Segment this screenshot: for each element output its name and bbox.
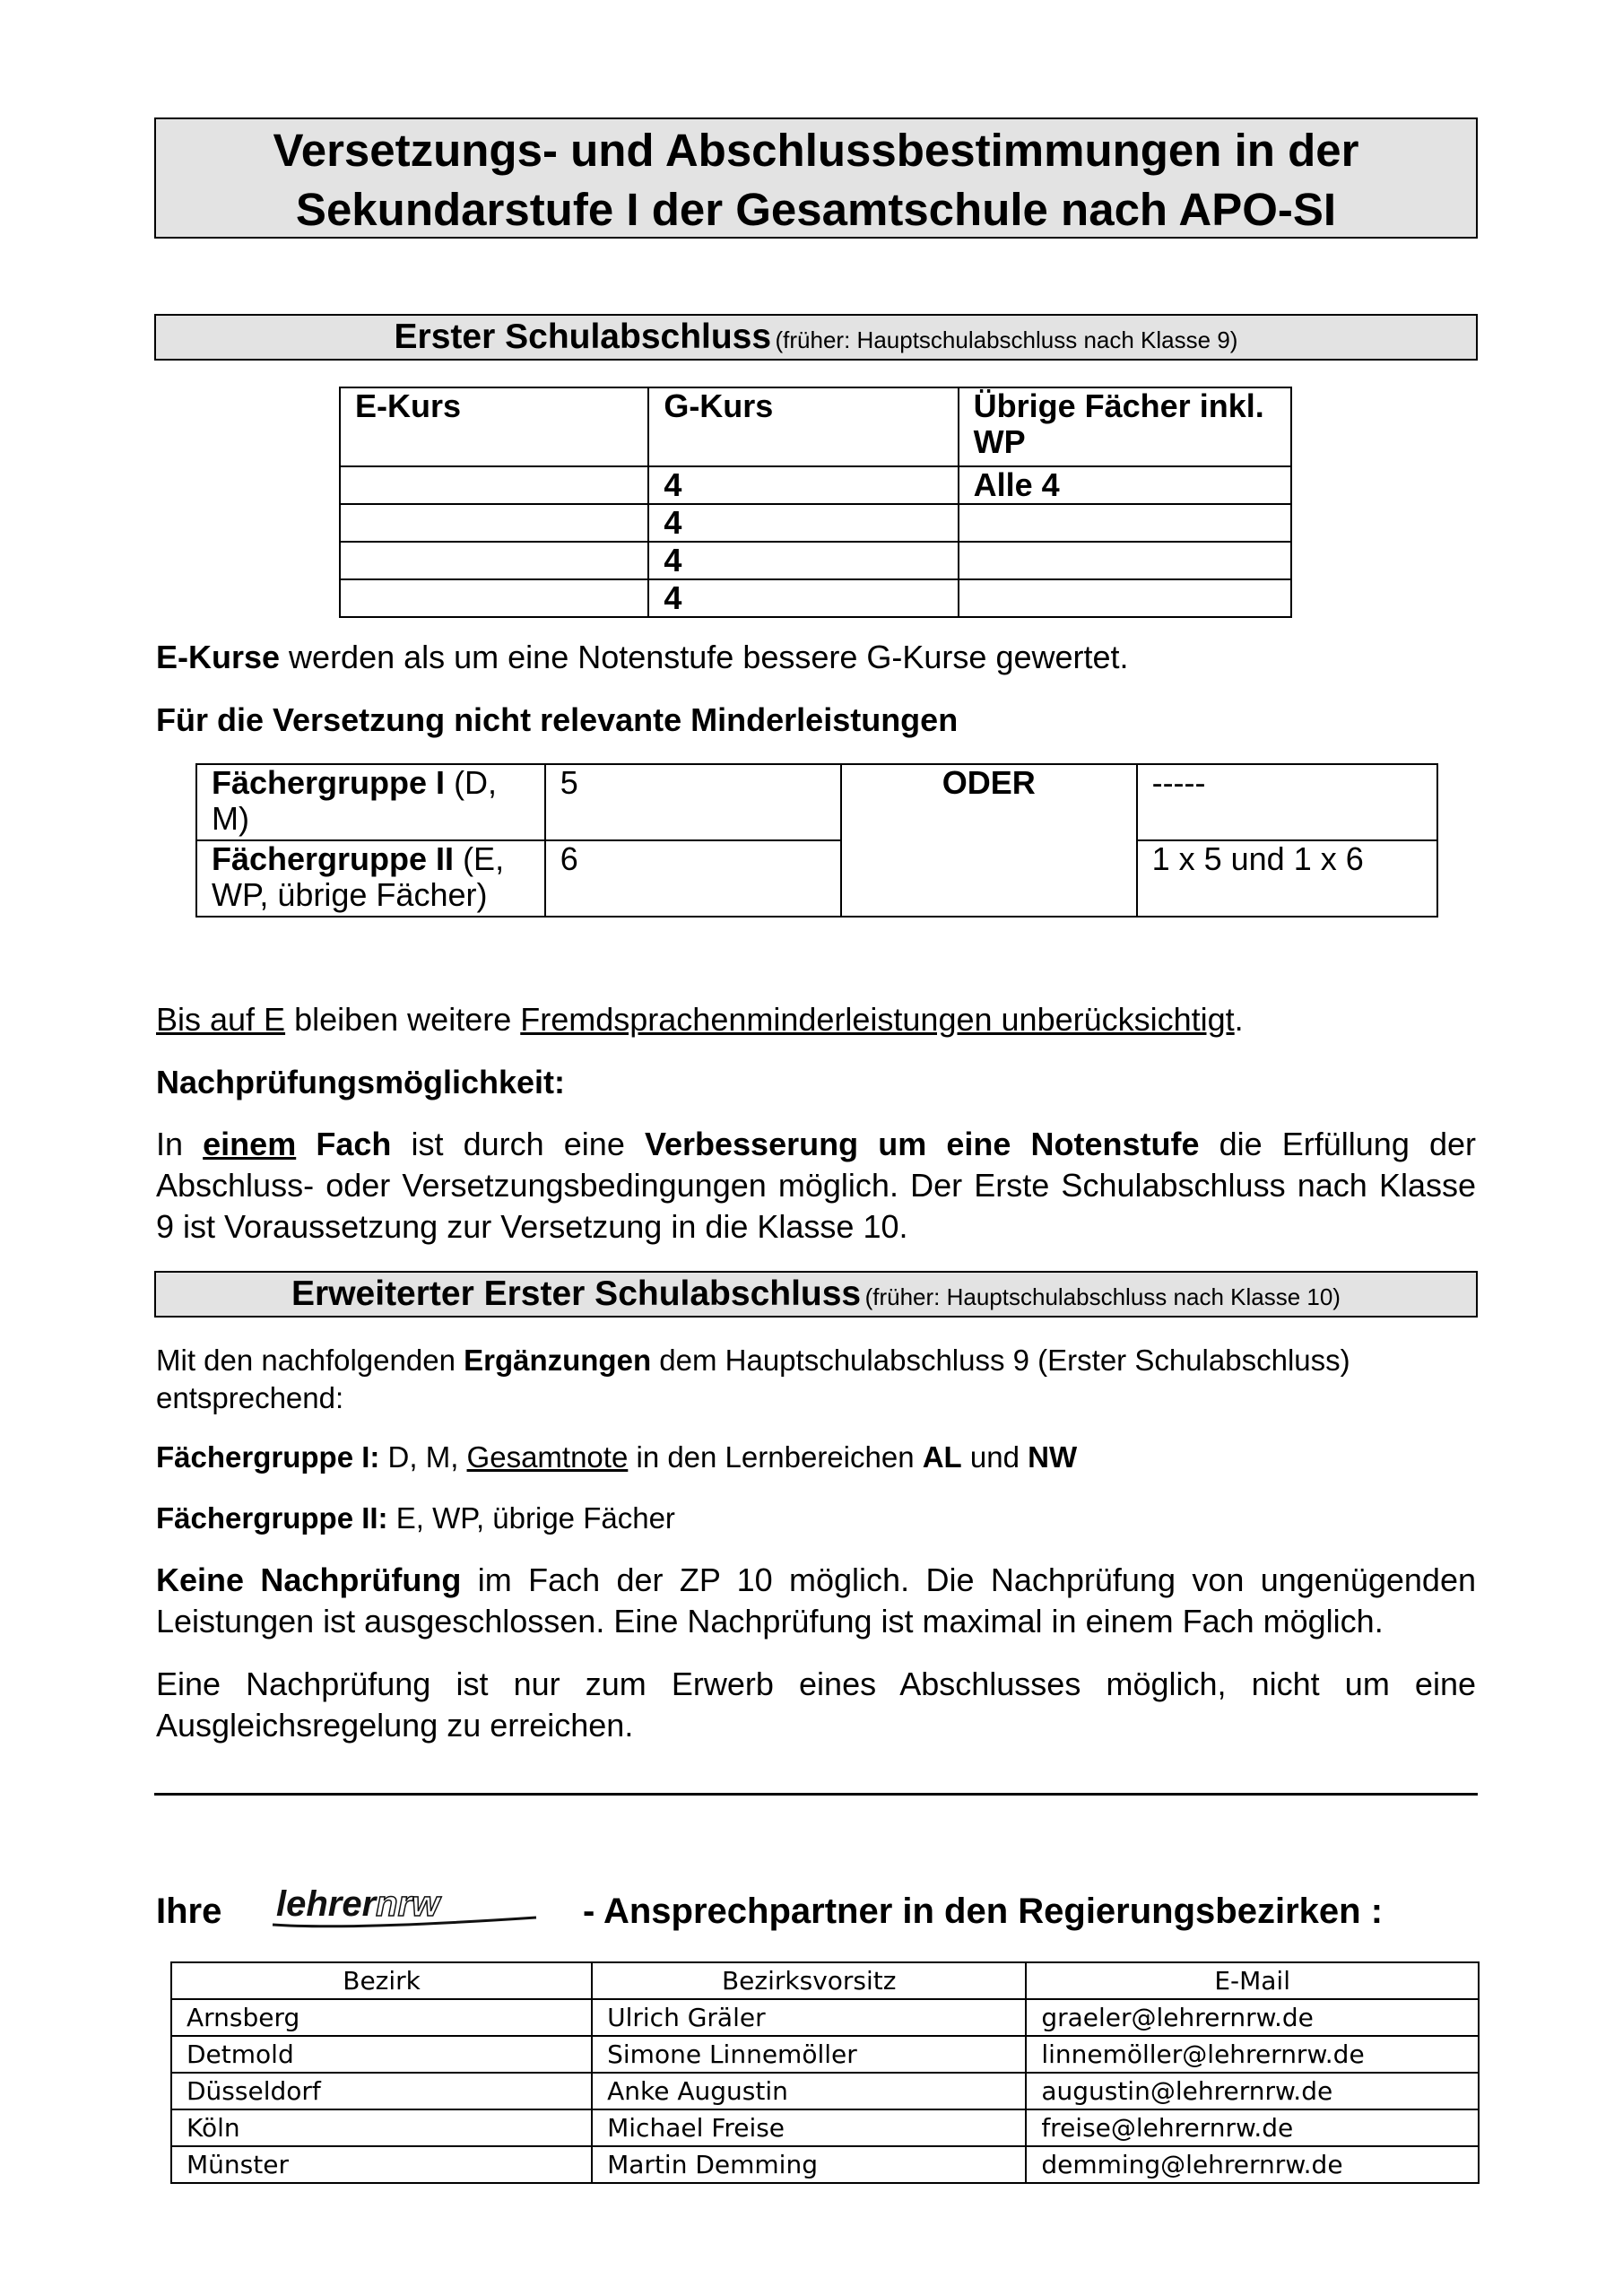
email-link[interactable]: demming@lehrernrw.de (1026, 2146, 1479, 2183)
text-run: Fach (296, 1126, 392, 1162)
table-row (196, 840, 1437, 917)
section-title: Erweiterter Erster Schulabschluss (291, 1274, 862, 1313)
section-heading-erweiterter-abschluss (154, 1271, 1478, 1318)
ekurse-text: werden als um eine Notenstufe bessere G-Kurse gewertet. (280, 639, 1129, 675)
footer-suffix: - Ansprechpartner in den Regierungsbezirken : (583, 1892, 1384, 1931)
lehrernrw-logo (267, 1883, 549, 1935)
table-cell (340, 504, 648, 542)
text-run: einem (203, 1126, 297, 1162)
nachpruefung-heading: Nachprüfungsmöglichkeit: (156, 1064, 566, 1100)
text-run: Gesamtnote (466, 1440, 629, 1474)
faechergruppe-2-subjects: (E, WP, übrige Fächer) (212, 840, 505, 913)
vorsitz-cell: Ulrich Gräler (592, 1999, 1026, 2036)
eine-nachpruefung-paragraph: Eine Nachprüfung ist nur zum Erwerb eines Abschlusses möglich, nicht um eine Ausgleichsregelung zu erreichen. (156, 1665, 1476, 1744)
text-run: Fächergruppe II: (156, 1501, 388, 1535)
text-run: im Fach der ZP 10 möglich. Die Nachprüfung von ungenügenden Leistungen ist ausgeschlossen. Eine Nachprüfung ist maximal in einem Fach möglich. (156, 1561, 1476, 1639)
table-row (171, 2073, 1479, 2109)
table-row (340, 579, 1291, 617)
text-run: die Erfüllung der Abschluss- oder Versetzungsbedingungen möglich. Der Erste Schulabschluss nach Klasse 9 ist Voraussetzung zur Versetzung in die Klasse 10. (156, 1126, 1477, 1245)
email-link[interactable]: freise@lehrernrw.de (1026, 2109, 1479, 2146)
faechergruppe-1-subjects: (D, M) (212, 764, 498, 837)
title-line-1: Versetzungs- und Abschlussbestimmungen in der (273, 125, 1359, 176)
table-cell (959, 579, 1291, 617)
text-run: Keine Nachprüfung (156, 1561, 462, 1598)
table-cell: 4 (648, 504, 958, 542)
faechergruppe-1-line (156, 1439, 1476, 1476)
faechergruppe-1-label: Fächergruppe I (212, 764, 446, 801)
text-run: dem Hauptschulabschluss 9 (Erster Schulabschluss) entsprechend: (156, 1344, 1350, 1414)
bezirk-cell: Detmold (171, 2036, 592, 2073)
faechergruppe-2-value: 6 (545, 840, 841, 917)
header-uebrige-faecher: Übrige Fächer inkl. WP (959, 387, 1291, 466)
alternative-2-value: 1 x 5 und 1 x 6 (1137, 840, 1437, 917)
faechergruppe-1-value: 5 (545, 764, 841, 840)
faechergruppe-2-cell (196, 840, 545, 917)
section-heading-erster-schulabschluss (154, 314, 1478, 361)
table-cell: 4 (648, 542, 958, 579)
bezirk-cell: Arnsberg (171, 1999, 592, 2036)
fremdsprachen-paragraph (156, 999, 1476, 1040)
course-requirements-table (339, 387, 1292, 618)
table-cell (340, 466, 648, 504)
text-run: ist durch eine (391, 1126, 645, 1162)
ekurse-paragraph (156, 637, 1476, 678)
fremd-part-1: Bis auf E (156, 1001, 286, 1038)
vorsitz-cell: Simone Linnemöller (592, 2036, 1026, 2073)
table-cell (340, 542, 648, 579)
table-cell (959, 504, 1291, 542)
table-cell: 4 (648, 466, 958, 504)
document-title (154, 117, 1478, 239)
email-link[interactable]: graeler@lehrernrw.de (1026, 1999, 1479, 2036)
text-run: In (156, 1126, 204, 1162)
table-cell (959, 542, 1291, 579)
table-row (171, 2146, 1479, 2183)
text-run: Mit den nachfolgenden (156, 1344, 464, 1377)
email-link[interactable]: linnemöller@lehrernrw.de (1026, 2036, 1479, 2073)
header-e-kurs: E-Kurs (340, 387, 648, 466)
text-run: NW (1028, 1440, 1078, 1474)
bezirk-cell: Düsseldorf (171, 2073, 592, 2109)
table-row (340, 542, 1291, 579)
logo-text: lehrernrw (276, 1884, 440, 1924)
bezirk-cell: Münster (171, 2146, 592, 2183)
email-link[interactable]: augustin@lehrernrw.de (1026, 2073, 1479, 2109)
text-run: in den Lernbereichen (628, 1440, 923, 1474)
bezirk-cell: Köln (171, 2109, 592, 2146)
oder-cell: ODER (841, 764, 1137, 917)
text-run: Fächergruppe I: (156, 1440, 380, 1474)
table-cell (340, 579, 648, 617)
vorsitz-cell: Martin Demming (592, 2146, 1026, 2183)
keine-nachpruefung-paragraph (156, 1560, 1476, 1642)
contacts-table (170, 1961, 1480, 2184)
faechergruppe-2-line (156, 1500, 1476, 1537)
section-note: (früher: Hauptschulabschluss nach Klasse 10) (864, 1283, 1341, 1310)
table-header-row (340, 387, 1291, 466)
table-row (171, 2109, 1479, 2146)
minderleistungen-heading: Für die Versetzung nicht relevante Minderleistungen (156, 701, 959, 738)
header-bezirk: Bezirk (171, 1962, 592, 1999)
faechergruppe-2-label: Fächergruppe II (212, 840, 455, 877)
fremd-part-2: bleiben weitere (285, 1001, 521, 1038)
table-row (340, 466, 1291, 504)
footer-ihre: Ihre (156, 1892, 222, 1931)
text-run: Ergänzungen (464, 1344, 652, 1377)
text-run: und (961, 1440, 1028, 1474)
table-row (171, 1999, 1479, 2036)
table-cell: 4 (648, 579, 958, 617)
text-run: Verbesserung um eine Notenstufe (644, 1126, 1200, 1162)
vorsitz-cell: Anke Augustin (592, 2073, 1026, 2109)
minderleistungen-table (195, 763, 1438, 918)
alternative-1-value: ----- (1137, 764, 1437, 840)
title-line-2: Sekundarstufe I der Gesamtschule nach APO-SI (295, 184, 1337, 235)
vorsitz-cell: Michael Freise (592, 2109, 1026, 2146)
header-email: E-Mail (1026, 1962, 1479, 1999)
nachpruefung-paragraph (156, 1124, 1476, 1248)
header-bezirksvorsitz: Bezirksvorsitz (592, 1962, 1026, 1999)
fremd-part-4: . (1234, 1001, 1244, 1038)
table-row (196, 764, 1437, 840)
section-title: Erster Schulabschluss (394, 317, 772, 356)
fremd-part-3: Fremdsprachenminderleistungen unberücksichtigt (520, 1001, 1235, 1038)
section-note: (früher: Hauptschulabschluss nach Klasse 9) (775, 326, 1238, 353)
header-g-kurs: G-Kurs (648, 387, 958, 466)
text-run: D, M, (379, 1440, 467, 1474)
erweitert-intro (156, 1342, 1476, 1417)
table-row (340, 504, 1291, 542)
faechergruppe-1-cell (196, 764, 545, 840)
ekurse-bold: E-Kurse (156, 639, 281, 675)
table-header-row (171, 1962, 1479, 1999)
table-cell: Alle 4 (959, 466, 1291, 504)
text-run: E, WP, übrige Fächer (387, 1501, 675, 1535)
table-row (171, 2036, 1479, 2073)
text-run: AL (922, 1440, 962, 1474)
divider (154, 1793, 1478, 1796)
